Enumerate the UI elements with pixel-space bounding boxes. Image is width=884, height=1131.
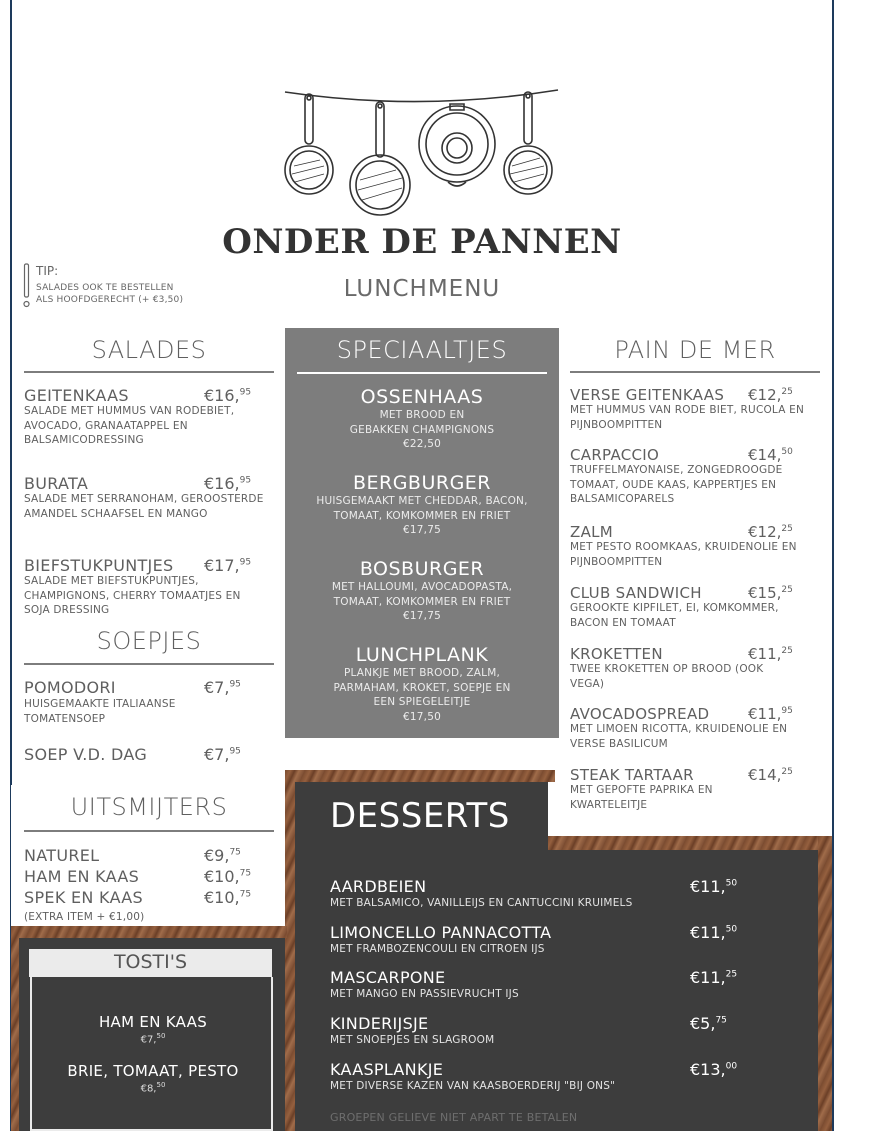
special-description: TOMAAT, KOMKOMMER EN FRIET: [333, 595, 511, 608]
specials-title: SPECIAALTJES: [336, 336, 508, 364]
pain-description: MET HUMMUS VAN RODE BIET, RUCOLA EN PIJNBOOMPITTEN: [570, 404, 805, 431]
special-price: €17,75: [403, 524, 441, 536]
dessert-price: €5,75: [690, 1014, 727, 1033]
soepjes-divider: [24, 663, 274, 665]
special-item: [285, 472, 559, 538]
wood-border: [818, 836, 832, 1131]
pain-description: TWEE KROKETTEN OP BROOD (OOK VEGA): [570, 663, 764, 690]
pain-name: ZALM: [570, 523, 614, 541]
pain-name: VERSE GEITENKAAS: [570, 386, 725, 404]
hanging-pans-illustration: [280, 82, 565, 222]
dessert-description: MET MANGO EN PASSIEVRUCHT IJS: [330, 988, 519, 1000]
uitsmijter-name: HAM EN KAAS: [24, 867, 140, 886]
tip-label: TIP:: [36, 264, 59, 278]
dessert-description: MET DIVERSE KAZEN VAN KAASBOERDERIJ "BIJ ONS": [330, 1080, 616, 1092]
pain-de-mer-title: PAIN DE MER: [614, 336, 776, 364]
salades-divider: [24, 371, 274, 373]
wood-border: [548, 836, 832, 850]
uitsmijter-price: €10,75: [204, 888, 252, 907]
salade-price: €17,95: [204, 556, 252, 575]
special-price: €17,50: [403, 710, 441, 723]
special-description: EEN SPIEGELEITJE: [373, 696, 471, 708]
salades-title: SALADES: [91, 336, 207, 364]
special-price: €17,75: [403, 610, 441, 622]
tosti-price: €7,50: [140, 1032, 166, 1046]
soep-price: €7,95: [204, 745, 241, 764]
pain-de-mer-divider: [570, 371, 820, 373]
desserts-title: DESSERTS: [330, 796, 510, 836]
special-description: PLANKJE MET BROOD, ZALM,: [343, 667, 501, 679]
special-description: TOMAAT, KOMKOMMER EN FRIET: [333, 509, 511, 522]
special-item: [285, 386, 559, 452]
specials-panel: [285, 328, 559, 738]
wood-border: [285, 770, 295, 1131]
salade-price: €16,95: [204, 386, 252, 405]
dessert-name: LIMONCELLO PANNACOTTA: [330, 923, 552, 942]
dessert-price: €11,50: [690, 877, 738, 896]
wood-border: [11, 926, 19, 1131]
pain-price: €11,25: [748, 645, 793, 663]
salade-name: GEITENKAAS: [24, 386, 129, 405]
uitsmijters-divider: [24, 830, 274, 832]
special-name: LUNCHPLANK: [355, 644, 489, 666]
pain-description: MET PESTO ROOMKAAS, KRUIDENOLIE EN PIJNBOOMPITTEN: [570, 541, 797, 568]
tip-line-2: ALS HOOFDGERECHT (+ €3,50): [36, 295, 184, 305]
special-name: BERGBURGER: [352, 472, 492, 494]
tip-line-1: SALADES OOK TE BESTELLEN: [36, 283, 174, 293]
pain-price: €12,25: [748, 386, 793, 404]
salade-description: SALADE MET SERRANOHAM, GEROOSTERDE AMANDEL SCHAAFSEL EN MANGO: [24, 493, 264, 520]
pain-description: TRUFFELMAYONAISE, ZONGEDROOGDE TOMAAT, OUDE KAAS, KAPPERTJES EN BALSAMICOPARELS: [570, 464, 783, 505]
pain-price: €14,25: [748, 766, 793, 784]
dessert-price: €11,50: [690, 923, 738, 942]
uitsmijter-price: €9,75: [204, 846, 241, 865]
tosti-price: €8,50: [140, 1081, 166, 1095]
uitsmijters-title: UITSMIJTERS: [70, 793, 228, 821]
pain-description: MET GEPOFTE PAPRIKA EN KWARTELEITJE: [570, 784, 713, 811]
dessert-name: MASCARPONE: [330, 968, 446, 987]
salade-name: BIEFSTUKPUNTJES: [24, 556, 174, 575]
uitsmijters-note: (EXTRA ITEM + €1,00): [24, 911, 145, 923]
soep-name: SOEP V.D. DAG: [24, 745, 148, 764]
soep-description: HUISGEMAAKTE ITALIAANSE TOMATENSOEP: [24, 698, 176, 725]
specials-divider: [297, 372, 547, 374]
exclamation-icon: [23, 263, 31, 309]
pain-price: €14,50: [748, 446, 793, 464]
dessert-description: MET FRAMBOZENCOULI EN CITROEN IJS: [330, 943, 545, 955]
pain-price: €11,95: [748, 705, 793, 723]
pain-description: MET LIMOEN RICOTTA, KRUIDENOLIE EN VERSE BASILICUM: [570, 723, 788, 750]
dessert-description: MET BALSAMICO, VANILLEIJS EN CANTUCCINI KRUIMELS: [330, 897, 633, 909]
special-name: OSSENHAAS: [360, 386, 484, 408]
tostis-box: [30, 977, 273, 1131]
pain-name: CARPACCIO: [570, 446, 660, 464]
dessert-price: €11,25: [690, 968, 738, 987]
menu-subtitle: LUNCHMENU: [343, 276, 501, 302]
tosti-name: BRIE, TOMAAT, PESTO: [67, 1062, 239, 1080]
pain-description: GEROOKTE KIPFILET, EI, KOMKOMMER, BACON EN TOMAAT: [570, 602, 779, 629]
wood-border: [285, 770, 555, 782]
special-description: PARMAHAM, KROKET, SOEPJE EN: [333, 681, 511, 694]
special-description: HUISGEMAAKT MET CHEDDAR, BACON,: [316, 495, 528, 507]
tostis-title: TOSTI'S: [113, 951, 188, 973]
frame-right-border: [832, 0, 834, 1131]
dessert-price: €13,00: [690, 1060, 738, 1079]
soep-name: POMODORI: [24, 678, 116, 697]
pain-price: €15,25: [748, 584, 793, 602]
special-name: BOSBURGER: [359, 558, 485, 580]
special-item: [285, 558, 559, 624]
special-item: [285, 644, 559, 724]
wood-border: [11, 926, 287, 938]
restaurant-title: ONDER DE PANNEN: [222, 222, 622, 262]
salade-name: BURATA: [24, 474, 89, 493]
uitsmijter-name: NATUREL: [24, 846, 100, 865]
uitsmijter-price: €10,75: [204, 867, 252, 886]
salade-description: SALADE MET BIEFSTUKPUNTJES, CHAMPIGNONS, CHERRY TOMAATJES EN SOJA DRESSING: [24, 575, 241, 616]
soepjes-title: SOEPJES: [96, 627, 202, 655]
salade-description: SALADE MET HUMMUS VAN RODEBIET, AVOCADO, GRANAATAPPEL EN BALSAMICODRESSING: [24, 405, 235, 446]
pain-name: CLUB SANDWICH: [570, 584, 702, 602]
pain-price: €12,25: [748, 523, 793, 541]
soep-price: €7,95: [204, 678, 241, 697]
uitsmijter-name: SPEK EN KAAS: [24, 888, 143, 907]
dessert-description: MET SNOEPJES EN SLAGROOM: [330, 1034, 495, 1046]
special-description: MET BROOD EN: [379, 409, 465, 421]
salade-price: €16,95: [204, 474, 252, 493]
special-price: €22,50: [403, 438, 441, 450]
pain-name: STEAK TARTAAR: [570, 766, 694, 784]
special-description: GEBAKKEN CHAMPIGNONS: [349, 423, 495, 436]
pain-name: AVOCADOSPREAD: [570, 705, 710, 723]
dessert-name: KINDERIJSJE: [330, 1014, 429, 1033]
special-description: MET HALLOUMI, AVOCADOPASTA,: [331, 581, 513, 593]
desserts-footer-note: GROEPEN GELIEVE NIET APART TE BETALEN: [330, 1111, 578, 1124]
pain-name: KROKETTEN: [570, 645, 663, 663]
dessert-name: KAASPLANKJE: [330, 1060, 444, 1079]
tosti-name: HAM EN KAAS: [98, 1013, 208, 1031]
dessert-name: AARDBEIEN: [330, 877, 427, 896]
